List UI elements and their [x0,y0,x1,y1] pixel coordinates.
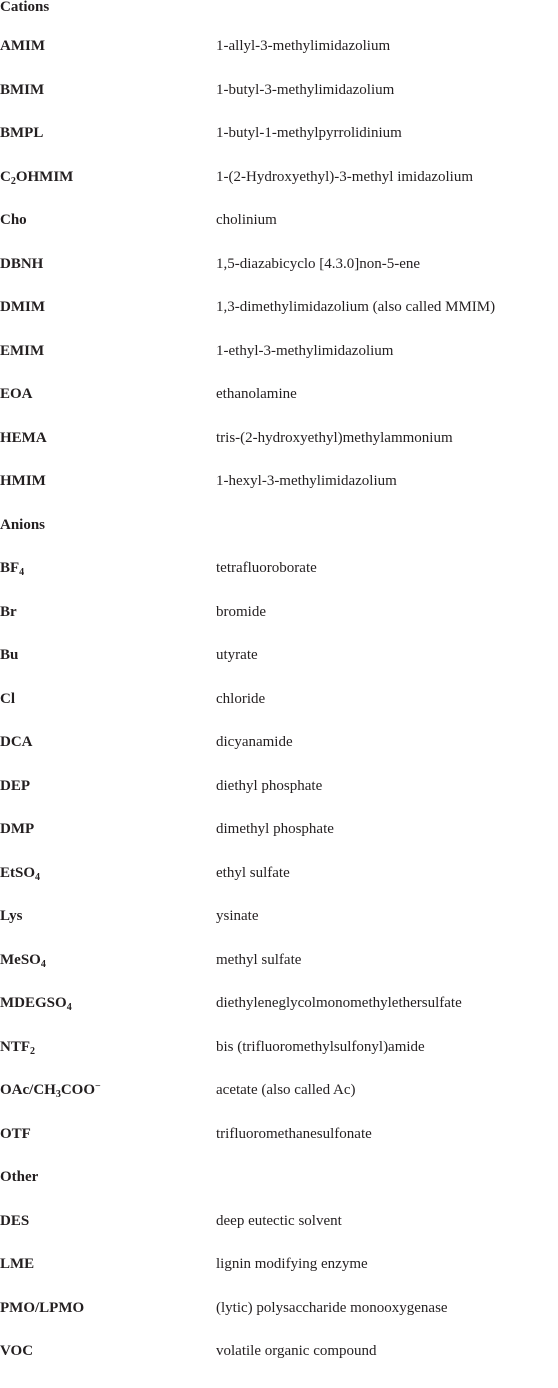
abbreviation-cell [0,561,210,576]
abbreviation-cell [0,474,210,489]
table-row [0,1127,558,1171]
definition-cell: (lytic) polysaccharide monooxygenase [216,1299,448,1316]
superscript-text: − [95,1081,101,1092]
table-row [0,1040,558,1084]
abbreviation-text: COO [60,1082,95,1098]
abbreviation-text: MDEGSO [0,995,67,1011]
abbreviation-text: LME [0,1256,35,1272]
table-row [0,953,558,997]
subscript-text: 2 [30,1045,35,1057]
abbreviation-text: Lys [0,908,23,924]
abbreviation-text: C [0,168,11,185]
abbreviation-text: Cl [0,690,15,707]
definition-cell: deep eutectic solvent [216,1212,342,1229]
definition-cell: 1,3-dimethylimidazolium (also called MMIM) [216,299,496,315]
subscript-text: 4 [66,1002,72,1013]
abbreviation-text: OAc/CH [0,1082,56,1098]
table-row [0,170,558,214]
abbreviation-cell [0,605,210,620]
definition-cell: tetrafluoroborate [216,560,317,576]
abbreviation-text: DMIM [0,299,45,315]
definition-cell: utyrate [216,647,258,663]
definition-cell: trifluoromethanesulfonate [216,1125,372,1142]
table-row [0,431,558,475]
definition-cell: ysinate [216,908,259,924]
abbreviation-cell [0,822,210,837]
abbreviation-text: Bu [0,647,19,663]
abbreviation-text: AMIM [0,38,45,54]
table-row [0,822,558,866]
subscript-text: 4 [35,871,41,883]
abbreviation-text: DMP [0,821,35,837]
table-row [0,779,558,823]
definition-cell: tris-(2-hydroxyethyl)methylammonium [216,429,453,446]
abbreviation-cell [0,735,210,750]
abbreviation-cell [0,1344,210,1359]
abbreviation-cell [0,692,210,707]
definition-cell: 1,5-diazabicyclo [4.3.0]non-5-ene [216,255,421,272]
abbreviation-cell [0,213,210,228]
abbreviation-cell [0,39,210,54]
subscript-text: 4 [19,567,25,578]
table-row [0,474,558,518]
abbreviation-text: HMIM [0,473,46,489]
definition-cell: dicyanamide [216,734,293,750]
section-heading-cations [0,0,558,39]
abbreviation-text: DBNH [0,255,44,272]
abbreviation-cell [0,170,210,185]
abbreviation-text: Br [0,603,17,620]
subscript-text: 3 [55,1089,61,1100]
definition-cell: 1-allyl-3-methylimidazolium [216,38,391,54]
table-row [0,605,558,649]
abbreviation-cell [0,996,210,1011]
abbreviation-text: DEP [0,777,30,794]
table-row [0,83,558,127]
abbreviation-text: OHMIM [15,168,74,185]
abbreviation-text: MeSO [0,951,41,968]
definition-cell: 1-(2-Hydroxyethyl)-3-methyl imidazolium [216,168,474,185]
abbreviation-text: BMIM [0,81,45,98]
abbreviation-cell [0,866,210,881]
abbreviation-cell [0,1214,210,1229]
abbreviation-cell [0,953,210,968]
abbreviation-text: NTF [0,1038,30,1055]
abbreviation-text: DES [0,1212,30,1229]
definition-cell: diethyleneglycolmonomethylethersulfate [216,995,462,1011]
abbreviation-cell [0,648,210,663]
table-row [0,213,558,257]
abbreviation-cell [0,257,210,272]
section-heading-anions [0,518,558,562]
definition-cell: dimethyl phosphate [216,821,334,837]
abbreviation-cell [0,1301,210,1316]
abbreviation-cell [0,344,210,359]
subscript-text: 4 [40,958,46,970]
abbreviation-text: EtSO [0,864,36,881]
table-row [0,126,558,170]
abbreviation-text: EOA [0,386,33,402]
abbreviation-cell [0,83,210,98]
abbreviation-cell [0,909,210,924]
abbreviation-text: DCA [0,734,33,750]
definition-cell: 1-ethyl-3-methylimidazolium [216,342,394,359]
section-heading-other [0,1170,558,1214]
abbreviation-text: OTF [0,1125,31,1142]
table-row [0,735,558,779]
table-row [0,909,558,953]
section-heading-label: Anions [0,516,46,533]
definition-cell: 1-butyl-1-methylpyrrolidinium [216,125,402,141]
definition-cell: acetate (also called Ac) [216,1082,356,1098]
definition-cell: chloride [216,690,266,707]
abbreviation-cell [0,300,210,315]
table-row [0,39,558,83]
definition-cell: bromide [216,603,266,620]
definition-cell: 1-butyl-3-methylimidazolium [216,81,395,98]
definition-cell: cholinium [216,212,277,228]
definition-cell: bis (trifluoromethylsulfonyl)amide [216,1038,425,1055]
table-row [0,866,558,910]
definition-cell: 1-hexyl-3-methylimidazolium [216,473,397,489]
abbreviation-cell [0,1083,210,1098]
table-row [0,387,558,431]
abbreviation-text: Cho [0,212,27,228]
abbreviation-text: VOC [0,1343,34,1359]
abbreviation-cell [0,1257,210,1272]
table-row [0,1257,558,1301]
table-row [0,1214,558,1258]
abbreviation-text: BMPL [0,125,44,141]
abbreviation-text: PMO/LPMO [0,1299,85,1316]
table-row [0,257,558,301]
table-row [0,648,558,692]
table-row [0,692,558,736]
table-row [0,1083,558,1127]
table-row [0,1344,558,1388]
abbreviation-text: HEMA [0,429,47,446]
abbreviation-cell [0,1040,210,1055]
abbreviation-text: EMIM [0,342,45,359]
abbreviation-cell [0,779,210,794]
table-row [0,300,558,344]
definition-cell: volatile organic compound [216,1343,377,1359]
definition-cell: ethanolamine [216,386,297,402]
table-row [0,996,558,1040]
definition-cell: methyl sulfate [216,951,302,968]
abbreviation-cell [0,1127,210,1142]
abbreviation-cell [0,126,210,141]
table-row [0,1301,558,1345]
abbreviation-cell [0,431,210,446]
definition-cell: ethyl sulfate [216,864,290,881]
abbreviation-cell [0,387,210,402]
subscript-text: 2 [10,175,16,187]
section-heading-label: Cations [0,0,50,15]
definition-cell: diethyl phosphate [216,777,323,794]
abbreviation-text: BF [0,560,20,576]
table-row [0,561,558,605]
section-heading-label: Other [0,1169,39,1185]
table-row [0,344,558,388]
definition-cell: lignin modifying enzyme [216,1256,368,1272]
